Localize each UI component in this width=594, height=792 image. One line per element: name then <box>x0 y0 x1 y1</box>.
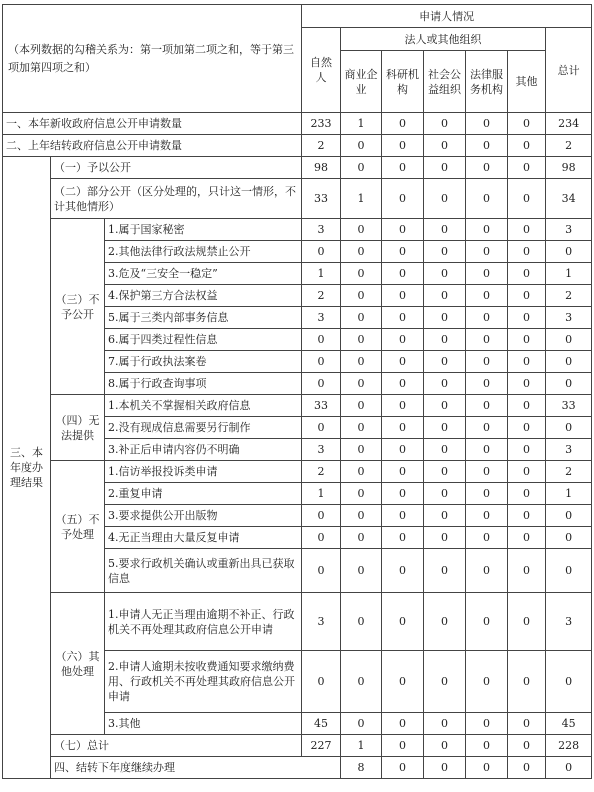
value-cell: 0 <box>341 483 382 505</box>
natural-person-header: 自然人 <box>302 28 341 113</box>
value-cell: 0 <box>341 417 382 439</box>
value-cell: 0 <box>341 395 382 417</box>
group6-label: （六）其他处理 <box>51 593 105 735</box>
value-cell: 0 <box>466 505 508 527</box>
value-cell: 0 <box>508 417 546 439</box>
value-cell: 0 <box>424 263 466 285</box>
value-cell: 0 <box>341 593 382 651</box>
value-cell: 0 <box>508 735 546 757</box>
value-cell: 0 <box>424 483 466 505</box>
row-label: 6.属于四类过程性信息 <box>105 329 302 351</box>
value-cell: 45 <box>302 713 341 735</box>
value-cell: 0 <box>302 651 341 713</box>
row-label: 1.属于国家秘密 <box>105 219 302 241</box>
row-label: （二）部分公开（区分处理的，只计这一情形，不计其他情形） <box>51 179 302 219</box>
value-cell: 0 <box>424 329 466 351</box>
value-cell: 0 <box>424 157 466 179</box>
value-cell: 0 <box>382 219 424 241</box>
value-cell: 0 <box>466 307 508 329</box>
value-cell: 0 <box>508 505 546 527</box>
table-row <box>3 461 592 483</box>
value-cell: 0 <box>508 351 546 373</box>
row-label: 5.要求行政机关确认或重新出具已获取信息 <box>105 549 302 593</box>
value-cell: 0 <box>466 651 508 713</box>
value-cell: 2 <box>546 135 592 157</box>
value-cell: 0 <box>341 713 382 735</box>
value-cell: 34 <box>546 179 592 219</box>
row-label: 3.危及“三安全一稳定” <box>105 263 302 285</box>
row-label: 3.其他 <box>105 713 302 735</box>
value-cell: 0 <box>424 373 466 395</box>
value-cell: 0 <box>424 219 466 241</box>
value-cell: 0 <box>382 241 424 263</box>
value-cell: 0 <box>424 395 466 417</box>
value-cell: 0 <box>424 285 466 307</box>
value-cell: 0 <box>302 329 341 351</box>
value-cell: 0 <box>466 417 508 439</box>
value-cell: 0 <box>466 113 508 135</box>
value-cell: 3 <box>546 307 592 329</box>
value-cell: 0 <box>424 417 466 439</box>
value-cell: 0 <box>382 351 424 373</box>
header-note: （本列数据的勾稽关系为：第一项加第二项之和，等于第三项加第四项之和） <box>8 42 294 74</box>
value-cell: 0 <box>424 135 466 157</box>
value-cell: 33 <box>302 395 341 417</box>
value-cell: 0 <box>424 351 466 373</box>
value-cell: 0 <box>546 651 592 713</box>
value-cell: 0 <box>466 373 508 395</box>
value-cell: 0 <box>508 263 546 285</box>
value-cell: 0 <box>382 549 424 593</box>
row-label: 四、结转下年度继续办理 <box>51 757 341 779</box>
value-cell: 0 <box>382 505 424 527</box>
value-cell: 0 <box>424 527 466 549</box>
value-cell: 0 <box>302 527 341 549</box>
value-cell: 0 <box>508 241 546 263</box>
value-cell: 0 <box>466 757 508 779</box>
value-cell: 0 <box>382 329 424 351</box>
value-cell: 0 <box>466 593 508 651</box>
table-row <box>3 593 592 651</box>
row-label: 2.没有现成信息需要另行制作 <box>105 417 302 439</box>
value-cell: 0 <box>382 713 424 735</box>
value-cell: 0 <box>508 135 546 157</box>
value-cell: 0 <box>424 505 466 527</box>
value-cell: 0 <box>508 329 546 351</box>
value-cell: 3 <box>302 439 341 461</box>
value-cell: 0 <box>546 417 592 439</box>
row-label: 1.信访举报投诉类申请 <box>105 461 302 483</box>
value-cell: 0 <box>341 329 382 351</box>
value-cell: 0 <box>466 157 508 179</box>
value-cell: 45 <box>546 713 592 735</box>
value-cell: 3 <box>546 439 592 461</box>
value-cell: 0 <box>546 329 592 351</box>
value-cell: 2 <box>546 461 592 483</box>
value-cell: 0 <box>341 135 382 157</box>
value-cell: 0 <box>424 713 466 735</box>
value-cell: 0 <box>466 483 508 505</box>
value-cell: 0 <box>302 549 341 593</box>
row-label: （七）总计 <box>51 735 302 757</box>
row-label: 一、本年新收政府信息公开申请数量 <box>3 113 302 135</box>
value-cell: 0 <box>466 179 508 219</box>
value-cell: 0 <box>424 113 466 135</box>
commercial-header: 商业企业 <box>341 51 382 113</box>
value-cell: 0 <box>382 527 424 549</box>
value-cell: 0 <box>466 219 508 241</box>
value-cell: 0 <box>546 505 592 527</box>
value-cell: 0 <box>341 505 382 527</box>
value-cell: 233 <box>302 113 341 135</box>
row-label: （一）予以公开 <box>51 157 302 179</box>
value-cell: 0 <box>382 395 424 417</box>
value-cell: 0 <box>382 593 424 651</box>
value-cell: 0 <box>466 713 508 735</box>
value-cell: 0 <box>424 307 466 329</box>
row-label: 1.申请人无正当理由逾期不补正、行政机关不再处理其政府信息公开申请 <box>105 593 302 651</box>
value-cell: 0 <box>508 219 546 241</box>
value-cell: 0 <box>424 241 466 263</box>
value-cell: 0 <box>341 461 382 483</box>
value-cell: 3 <box>302 219 341 241</box>
value-cell: 0 <box>508 527 546 549</box>
value-cell: 0 <box>466 241 508 263</box>
value-cell: 1 <box>302 263 341 285</box>
value-cell: 0 <box>508 549 546 593</box>
value-cell: 1 <box>546 263 592 285</box>
value-cell: 2 <box>302 461 341 483</box>
value-cell: 0 <box>382 417 424 439</box>
value-cell: 0 <box>546 757 592 779</box>
row-label: 2.重复申请 <box>105 483 302 505</box>
group5-label: （五）不予处理 <box>51 461 105 593</box>
value-cell: 0 <box>341 351 382 373</box>
value-cell: 0 <box>302 373 341 395</box>
social-welfare-header: 社会公益组织 <box>424 51 466 113</box>
value-cell: 228 <box>546 735 592 757</box>
value-cell: 3 <box>546 219 592 241</box>
value-cell: 0 <box>424 179 466 219</box>
other-header: 其他 <box>508 51 546 113</box>
value-cell: 0 <box>508 483 546 505</box>
value-cell: 1 <box>341 179 382 219</box>
value-cell: 0 <box>382 735 424 757</box>
value-cell: 0 <box>382 135 424 157</box>
value-cell: 0 <box>466 439 508 461</box>
value-cell: 0 <box>341 373 382 395</box>
row-label: 8.属于行政查询事项 <box>105 373 302 395</box>
value-cell: 0 <box>341 219 382 241</box>
value-cell: 0 <box>508 593 546 651</box>
value-cell: 0 <box>508 461 546 483</box>
value-cell: 0 <box>341 307 382 329</box>
table-row <box>3 135 592 157</box>
value-cell: 2 <box>302 135 341 157</box>
value-cell: 0 <box>341 549 382 593</box>
value-cell: 33 <box>302 179 341 219</box>
value-cell: 0 <box>466 395 508 417</box>
value-cell: 0 <box>508 439 546 461</box>
value-cell: 0 <box>382 307 424 329</box>
group3-label: （三）不予公开 <box>51 219 105 395</box>
value-cell: 0 <box>466 461 508 483</box>
table-row <box>3 735 592 757</box>
row-label: 二、上年结转政府信息公开申请数量 <box>3 135 302 157</box>
table-row <box>3 179 592 219</box>
value-cell: 0 <box>546 351 592 373</box>
value-cell: 3 <box>546 593 592 651</box>
value-cell: 0 <box>382 285 424 307</box>
value-cell: 0 <box>466 329 508 351</box>
section3-label: 三、本年度办理结果 <box>3 157 51 779</box>
value-cell: 0 <box>382 179 424 219</box>
value-cell: 0 <box>341 285 382 307</box>
value-cell: 0 <box>424 593 466 651</box>
value-cell: 1 <box>341 735 382 757</box>
value-cell: 0 <box>382 157 424 179</box>
research-header: 科研机构 <box>382 51 424 113</box>
value-cell: 0 <box>382 461 424 483</box>
value-cell: 0 <box>466 735 508 757</box>
value-cell: 33 <box>546 395 592 417</box>
value-cell: 0 <box>508 713 546 735</box>
value-cell: 0 <box>424 651 466 713</box>
value-cell: 0 <box>341 439 382 461</box>
value-cell: 0 <box>508 373 546 395</box>
value-cell: 0 <box>382 439 424 461</box>
value-cell: 0 <box>382 651 424 713</box>
value-cell: 0 <box>424 549 466 593</box>
value-cell: 0 <box>508 395 546 417</box>
value-cell: 0 <box>302 351 341 373</box>
applicant-situation-header: 申请人情况 <box>302 5 592 28</box>
value-cell: 0 <box>341 157 382 179</box>
disclosure-table <box>2 4 592 779</box>
header-note-cell <box>3 5 302 113</box>
value-cell: 234 <box>546 113 592 135</box>
value-cell: 0 <box>424 757 466 779</box>
value-cell: 0 <box>466 549 508 593</box>
legal-service-header: 法律服务机构 <box>466 51 508 113</box>
value-cell: 8 <box>341 757 382 779</box>
value-cell: 0 <box>424 461 466 483</box>
row-label: 5.属于三类内部事务信息 <box>105 307 302 329</box>
value-cell: 0 <box>508 757 546 779</box>
row-label: 2.其他法律行政法规禁止公开 <box>105 241 302 263</box>
value-cell: 227 <box>302 735 341 757</box>
value-cell: 98 <box>546 157 592 179</box>
table-row <box>3 395 592 417</box>
value-cell: 0 <box>382 263 424 285</box>
row-label: 2.申请人逾期未按收费通知要求缴纳费用、行政机关不再处理其政府信息公开申请 <box>105 651 302 713</box>
value-cell: 0 <box>382 113 424 135</box>
value-cell: 0 <box>466 285 508 307</box>
value-cell: 0 <box>546 241 592 263</box>
value-cell: 0 <box>424 735 466 757</box>
value-cell: 0 <box>508 179 546 219</box>
value-cell: 1 <box>302 483 341 505</box>
value-cell: 0 <box>341 651 382 713</box>
row-label: 3.补正后申请内容仍不明确 <box>105 439 302 461</box>
value-cell: 0 <box>466 263 508 285</box>
value-cell: 0 <box>382 373 424 395</box>
row-label: 3.要求提供公开出版物 <box>105 505 302 527</box>
value-cell: 0 <box>546 549 592 593</box>
value-cell: 0 <box>382 483 424 505</box>
table-row <box>3 113 592 135</box>
value-cell: 2 <box>546 285 592 307</box>
value-cell: 0 <box>341 263 382 285</box>
value-cell: 2 <box>302 285 341 307</box>
row-label: 4.保护第三方合法权益 <box>105 285 302 307</box>
row-label: 1.本机关不掌握相关政府信息 <box>105 395 302 417</box>
value-cell: 0 <box>302 241 341 263</box>
row-label: 4.无正当理由大量反复申请 <box>105 527 302 549</box>
value-cell: 0 <box>341 527 382 549</box>
value-cell: 98 <box>302 157 341 179</box>
group4-label: （四）无法提供 <box>51 395 105 461</box>
value-cell: 0 <box>508 113 546 135</box>
value-cell: 0 <box>546 373 592 395</box>
value-cell: 0 <box>466 135 508 157</box>
value-cell: 0 <box>302 505 341 527</box>
value-cell: 0 <box>382 757 424 779</box>
value-cell: 1 <box>546 483 592 505</box>
value-cell: 0 <box>508 157 546 179</box>
value-cell: 0 <box>424 439 466 461</box>
value-cell: 0 <box>466 351 508 373</box>
value-cell: 0 <box>302 417 341 439</box>
table-row <box>3 157 592 179</box>
value-cell: 0 <box>508 651 546 713</box>
value-cell: 0 <box>546 527 592 549</box>
legal-group-header: 法人或其他组织 <box>341 28 546 51</box>
table-row <box>3 219 592 241</box>
total-header: 总计 <box>546 28 592 113</box>
value-cell: 0 <box>466 527 508 549</box>
value-cell: 3 <box>302 307 341 329</box>
table-row <box>3 757 592 779</box>
value-cell: 1 <box>341 113 382 135</box>
row-label: 7.属于行政执法案卷 <box>105 351 302 373</box>
value-cell: 3 <box>302 593 341 651</box>
value-cell: 0 <box>508 285 546 307</box>
value-cell: 0 <box>508 307 546 329</box>
value-cell: 0 <box>341 241 382 263</box>
